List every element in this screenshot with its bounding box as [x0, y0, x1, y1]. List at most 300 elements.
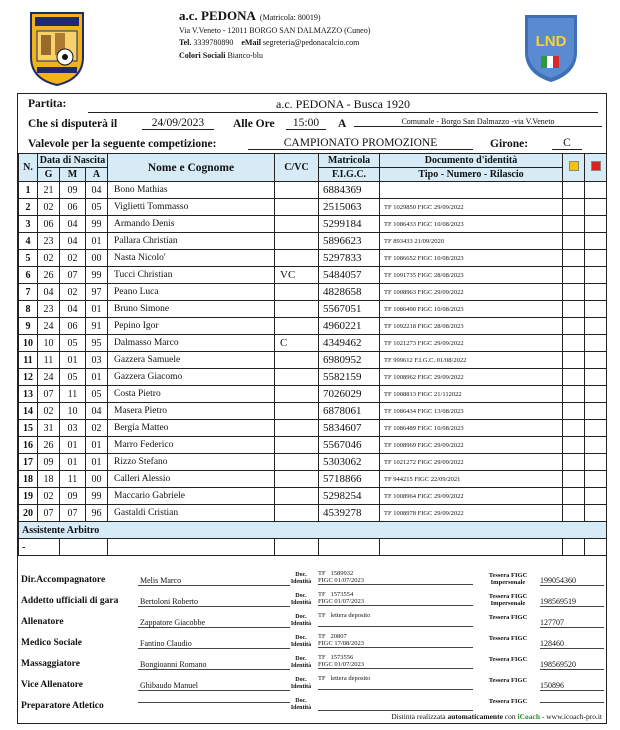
staff-role: Preparatore Atletico: [21, 701, 104, 711]
yellow-card-cell[interactable]: [563, 437, 585, 454]
player-name: Calleri Alessio: [108, 471, 275, 488]
staff-name: [138, 702, 290, 703]
club-logo: [27, 9, 87, 87]
staff-row: [18, 611, 606, 632]
id-document: TF 1008813 FIGC 21/112022: [380, 386, 563, 403]
table-row: [19, 182, 607, 199]
dob-year: 99: [86, 216, 108, 233]
dob-day: 31: [38, 420, 60, 437]
dob-year: 05: [86, 199, 108, 216]
col-name: Nome e Cognome: [108, 154, 275, 182]
matricola: 4960221: [319, 318, 380, 335]
staff-name: Ghibaudo Manuel: [138, 681, 290, 691]
table-row: [19, 505, 607, 522]
matricola: 5567051: [319, 301, 380, 318]
dob-month: 02: [60, 284, 86, 301]
table-row: [19, 488, 607, 505]
tessera-label: Tessera FIGC: [488, 698, 528, 705]
empty-cell[interactable]: [563, 539, 585, 556]
staff-tessera: 198569519: [540, 597, 604, 607]
tessera-label: Tessera FIGC Impersonale: [488, 572, 528, 586]
id-document: TF 893433 21/09/2020: [380, 233, 563, 250]
captain-mark: [275, 250, 319, 267]
player-number: 2: [19, 199, 38, 216]
empty-cell[interactable]: [319, 539, 380, 556]
dob-day: 23: [38, 233, 60, 250]
dob-day: 02: [38, 403, 60, 420]
dob-year: 01: [86, 437, 108, 454]
staff-tessera: 128460: [540, 639, 604, 649]
captain-mark: [275, 199, 319, 216]
table-row: [19, 199, 607, 216]
table-row: [19, 403, 607, 420]
red-card-cell[interactable]: [585, 318, 607, 335]
matricola: 6884369: [319, 182, 380, 199]
staff-tessera: 127707: [540, 618, 604, 628]
red-card-col: [585, 154, 607, 182]
staff-role: Allenatore: [21, 617, 64, 627]
dob-year: 91: [86, 318, 108, 335]
red-card-cell[interactable]: [585, 505, 607, 522]
club-matricola: (Matricola: 80019): [259, 13, 321, 22]
dob-month: 02: [60, 250, 86, 267]
colors-label: Colori Sociali: [179, 50, 226, 60]
id-document: TF 1086434 FIGC 13/08/2023: [380, 403, 563, 420]
id-document: TF 1008978 FIGC 29/09/2022: [380, 505, 563, 522]
yellow-card-cell[interactable]: [563, 420, 585, 437]
yellow-card-cell[interactable]: [563, 182, 585, 199]
lnd-logo: [522, 12, 580, 84]
red-card-cell[interactable]: [585, 437, 607, 454]
col-a: A: [86, 168, 108, 182]
doc-identita-label: Doc. Identità: [290, 656, 312, 669]
dob-day: 02: [38, 199, 60, 216]
dob-month: 09: [60, 182, 86, 199]
table-row: [19, 471, 607, 488]
red-card-cell[interactable]: [585, 403, 607, 420]
staff-row: [18, 674, 606, 695]
player-number: 6: [19, 267, 38, 284]
dob-month: 04: [60, 233, 86, 250]
dob-day: 18: [38, 471, 60, 488]
player-number: 13: [19, 386, 38, 403]
captain-mark: [275, 403, 319, 420]
red-card-cell[interactable]: [585, 386, 607, 403]
competizione-value: CAMPIONATO PROMOZIONE: [248, 137, 473, 150]
dob-day: 10: [38, 335, 60, 352]
club-email[interactable]: segreteria@pedonacalcio.com: [262, 38, 360, 47]
staff-doc: TF 1589932 FIGC 01/07/2023: [318, 570, 473, 585]
staff-name: Zappatore Giacobbe: [138, 618, 290, 628]
staff-row: [18, 590, 606, 611]
table-row: [19, 352, 607, 369]
partita-value: a.c. PEDONA - Busca 1920: [88, 97, 598, 113]
staff-tessera: [540, 702, 604, 703]
captain-mark: [275, 216, 319, 233]
dob-year: 02: [86, 420, 108, 437]
empty-cell[interactable]: [585, 539, 607, 556]
yellow-card-cell[interactable]: [563, 488, 585, 505]
player-name: Bruno Simone: [108, 301, 275, 318]
yellow-card-cell[interactable]: [563, 199, 585, 216]
player-name: Bono Mathias: [108, 182, 275, 199]
red-card-cell[interactable]: [585, 284, 607, 301]
player-name: Tucci Christian: [108, 267, 275, 284]
tessera-label: Tessera FIGC: [488, 656, 528, 663]
document-header: [0, 0, 620, 92]
player-number: 1: [19, 182, 38, 199]
matricola: 7026029: [319, 386, 380, 403]
player-name: Gazzera Samuele: [108, 352, 275, 369]
assistente-row: [19, 539, 607, 556]
table-row: [19, 233, 607, 250]
dob-year: 99: [86, 488, 108, 505]
player-name: Dalmasso Marco: [108, 335, 275, 352]
dob-year: 04: [86, 403, 108, 420]
luogo-value: Comunale - Borgo San Dalmazzo -via V.Veneto: [354, 117, 602, 127]
ore-label: Alle Ore: [233, 118, 275, 130]
red-card-icon: [591, 161, 601, 171]
dob-day: 07: [38, 386, 60, 403]
id-document: TF 1021273 FIGC 29/09/2022: [380, 335, 563, 352]
dob-day: 24: [38, 318, 60, 335]
dob-year: 01: [86, 233, 108, 250]
id-document: TF 1008963 FIGC 29/09/2022: [380, 284, 563, 301]
footer-credit: Distinta realizzata automaticamente con iCoach - www.icoach-pro.it: [391, 712, 602, 721]
player-name: Viglietti Tommasso: [108, 199, 275, 216]
matricola: 6878061: [319, 403, 380, 420]
doc-identita-label: Doc. Identità: [290, 698, 312, 711]
partita-label: Partita:: [28, 98, 67, 110]
red-card-cell[interactable]: [585, 267, 607, 284]
red-card-cell[interactable]: [585, 488, 607, 505]
yellow-card-cell[interactable]: [563, 471, 585, 488]
a-label: A: [338, 118, 347, 130]
yellow-card-cell[interactable]: [563, 505, 585, 522]
captain-mark: [275, 318, 319, 335]
red-card-cell[interactable]: [585, 335, 607, 352]
yellow-card-icon: [569, 161, 579, 171]
competizione-label: Valevole per la seguente competizione:: [28, 138, 217, 150]
id-document: TF 1029850 FIGC 29/09/2022: [380, 199, 563, 216]
captain-mark: [275, 386, 319, 403]
dob-day: 24: [38, 369, 60, 386]
player-number: 18: [19, 471, 38, 488]
yellow-card-cell[interactable]: [563, 301, 585, 318]
dob-month: 05: [60, 335, 86, 352]
id-document: TF 1086489 FIGC 10/08/2023: [380, 420, 563, 437]
empty-cell[interactable]: [380, 539, 563, 556]
player-name: Maccario Gabriele: [108, 488, 275, 505]
table-header-row: [19, 154, 607, 168]
table-row: [19, 420, 607, 437]
yellow-card-cell[interactable]: [563, 352, 585, 369]
staff-name: Bertoloni Roberto: [138, 597, 290, 607]
id-document: TF 1008962 FIGC 29/09/2022: [380, 369, 563, 386]
matricola: 5298254: [319, 488, 380, 505]
matricola: 5484057: [319, 267, 380, 284]
yellow-card-cell[interactable]: [563, 284, 585, 301]
girone-value: C: [552, 137, 582, 150]
table-row: [19, 284, 607, 301]
player-number: 11: [19, 352, 38, 369]
tessera-label: Tessera FIGC Impersonale: [488, 593, 528, 607]
yellow-card-cell[interactable]: [563, 454, 585, 471]
player-number: 20: [19, 505, 38, 522]
staff-doc: TF 1573554 FIGC 01/07/2023: [318, 591, 473, 606]
red-card-cell[interactable]: [585, 369, 607, 386]
col-figc: F.I.G.C.: [319, 168, 380, 182]
yellow-card-cell[interactable]: [563, 369, 585, 386]
col-doc-detail: Tipo - Numero - Rilascio: [380, 168, 563, 182]
matricola: 4539278: [319, 505, 380, 522]
table-row: [19, 369, 607, 386]
id-document: TF 1008969 FIGC 29/09/2022: [380, 437, 563, 454]
staff-name: Fantino Claudio: [138, 639, 290, 649]
player-name: Peano Luca: [108, 284, 275, 301]
id-document: TF 1008964 FIGC 29/09/2022: [380, 488, 563, 505]
dob-month: 04: [60, 301, 86, 318]
matricola: 5303062: [319, 454, 380, 471]
table-row: [19, 250, 607, 267]
club-address: Via V.Veneto - 12011 BORGO SAN DALMAZZO (Cuneo): [179, 25, 371, 35]
staff-doc: TF 1573556 FIGC 01/07/2023: [318, 654, 473, 669]
captain-mark: [275, 352, 319, 369]
red-card-cell[interactable]: [585, 250, 607, 267]
staff-row: [18, 653, 606, 674]
staff-tessera: 199054360: [540, 576, 604, 586]
ore-value: 15:00: [286, 117, 326, 130]
player-number: 3: [19, 216, 38, 233]
dob-day: 04: [38, 284, 60, 301]
matricola: 4828658: [319, 284, 380, 301]
dob-month: 06: [60, 318, 86, 335]
captain-mark: [275, 454, 319, 471]
id-document: TF 944215 FIGC 22/09/2021: [380, 471, 563, 488]
dob-day: 21: [38, 182, 60, 199]
player-name: Nasta Nicolo': [108, 250, 275, 267]
dob-year: 01: [86, 369, 108, 386]
red-card-cell[interactable]: [585, 471, 607, 488]
matricola: 6980952: [319, 352, 380, 369]
captain-mark: [275, 369, 319, 386]
dob-year: 00: [86, 471, 108, 488]
table-row: [19, 454, 607, 471]
id-document: TF 999612 F.I.G.C. 01/08/2022: [380, 352, 563, 369]
yellow-card-cell[interactable]: [563, 386, 585, 403]
staff-role: Massaggiatore: [21, 659, 80, 669]
player-number: 12: [19, 369, 38, 386]
col-g: G: [38, 168, 60, 182]
yellow-card-cell[interactable]: [563, 267, 585, 284]
col-n: N.: [19, 154, 38, 182]
captain-mark: C: [275, 335, 319, 352]
staff-role: Addetto ufficiali di gara: [21, 596, 119, 606]
dob-year: 04: [86, 182, 108, 199]
table-row: [19, 267, 607, 284]
table-row: [19, 318, 607, 335]
empty-cell[interactable]: [108, 539, 275, 556]
doc-identita-label: Doc. Identità: [290, 635, 312, 648]
col-doc: Documento d'identità: [380, 154, 563, 168]
staff-doc: TF 20807 FIGC 17/08/2023: [318, 633, 473, 648]
dob-month: 05: [60, 369, 86, 386]
dob-year: 03: [86, 352, 108, 369]
player-number: 14: [19, 403, 38, 420]
yellow-card-cell[interactable]: [563, 403, 585, 420]
col-matricola: Matricola: [319, 154, 380, 168]
dob-day: 11: [38, 352, 60, 369]
matricola: 4349462: [319, 335, 380, 352]
dob-year: 05: [86, 386, 108, 403]
dob-day: 26: [38, 267, 60, 284]
player-name: Pepino Igor: [108, 318, 275, 335]
dob-day: 26: [38, 437, 60, 454]
red-card-cell[interactable]: [585, 233, 607, 250]
captain-mark: [275, 420, 319, 437]
assistente-header-row: [19, 522, 607, 539]
data-value: 24/09/2023: [142, 117, 214, 130]
email-label: eMail: [241, 38, 261, 47]
dob-month: 07: [60, 505, 86, 522]
captain-mark: [275, 437, 319, 454]
dob-month: 10: [60, 403, 86, 420]
dob-day: 09: [38, 454, 60, 471]
player-name: Armando Denis: [108, 216, 275, 233]
staff-role: Medico Sociale: [21, 638, 82, 648]
matricola: 5582159: [319, 369, 380, 386]
staff-name: Melis Marco: [138, 576, 290, 586]
red-card-cell[interactable]: [585, 352, 607, 369]
staff-doc: [318, 696, 473, 711]
id-document: TF 1086490 FIGC 10/08/2023: [380, 301, 563, 318]
player-number: 16: [19, 437, 38, 454]
red-card-cell[interactable]: [585, 199, 607, 216]
table-row: [19, 386, 607, 403]
club-tel: 3339780890: [193, 38, 234, 47]
captain-mark: VC: [275, 267, 319, 284]
player-name: Masera Pietro: [108, 403, 275, 420]
player-number: 15: [19, 420, 38, 437]
player-number: 19: [19, 488, 38, 505]
player-number: 10: [19, 335, 38, 352]
data-label: Che si disputerà il: [28, 118, 118, 130]
dob-day: 02: [38, 488, 60, 505]
captain-mark: [275, 182, 319, 199]
dob-month: 11: [60, 386, 86, 403]
staff-role: Vice Allenatore: [21, 680, 83, 690]
red-card-cell[interactable]: [585, 454, 607, 471]
player-number: 8: [19, 301, 38, 318]
staff-tessera: 150896: [540, 681, 604, 691]
dob-month: 03: [60, 420, 86, 437]
club-info: [179, 10, 370, 62]
dob-month: 09: [60, 488, 86, 505]
player-name: Rizzo Stefano: [108, 454, 275, 471]
red-card-cell[interactable]: [585, 216, 607, 233]
staff-name: Bongioanni Romano: [138, 660, 290, 670]
col-m: M: [60, 168, 86, 182]
yellow-card-cell[interactable]: [563, 216, 585, 233]
dob-month: 01: [60, 454, 86, 471]
staff-role: Dir.Accompagnatore: [21, 575, 106, 585]
id-document: TF 1091735 FIGC 28/08/2023: [380, 267, 563, 284]
id-document: TF 1086652 FIGC 10/08/2023: [380, 250, 563, 267]
matricola: 5297833: [319, 250, 380, 267]
club-colors: Bianco-blu: [227, 50, 263, 60]
yellow-card-cell[interactable]: [563, 250, 585, 267]
dob-month: 01: [60, 352, 86, 369]
club-name: a.c. PEDONA: [179, 8, 256, 23]
staff-row: [18, 632, 606, 653]
captain-mark: [275, 284, 319, 301]
tessera-label: Tessera FIGC: [488, 635, 528, 642]
empty-cell[interactable]: [60, 539, 108, 556]
table-row: [19, 335, 607, 352]
doc-identita-label: Doc. Identità: [290, 572, 312, 585]
player-name: Marro Federico: [108, 437, 275, 454]
dob-month: 06: [60, 199, 86, 216]
dob-year: 99: [86, 267, 108, 284]
doc-identita-label: Doc. Identità: [290, 677, 312, 690]
player-number: 5: [19, 250, 38, 267]
staff-row: [18, 569, 606, 590]
player-name: Costa Pietro: [108, 386, 275, 403]
col-dob: Data di Nascita: [38, 154, 108, 168]
lnd-logo-text: LND: [535, 33, 567, 50]
players-table: [18, 153, 607, 556]
matricola: 2515063: [319, 199, 380, 216]
player-number: 9: [19, 318, 38, 335]
table-row: [19, 301, 607, 318]
dob-month: 01: [60, 437, 86, 454]
assistente-mark: -: [19, 539, 60, 556]
dob-year: 01: [86, 454, 108, 471]
dob-month: 11: [60, 471, 86, 488]
col-cvc: C/VC: [275, 154, 319, 182]
id-document: [380, 182, 563, 199]
dob-year: 95: [86, 335, 108, 352]
captain-mark: [275, 505, 319, 522]
table-row: [19, 216, 607, 233]
red-card-cell[interactable]: [585, 301, 607, 318]
player-number: 17: [19, 454, 38, 471]
captain-mark: [275, 233, 319, 250]
yellow-card-cell[interactable]: [563, 318, 585, 335]
yellow-card-cell[interactable]: [563, 233, 585, 250]
staff-tessera: 198569520: [540, 660, 604, 670]
yellow-card-cell[interactable]: [563, 335, 585, 352]
red-card-cell[interactable]: [585, 420, 607, 437]
roster-sheet: [17, 93, 607, 724]
player-name: Gastaldi Cristian: [108, 505, 275, 522]
id-document: TF 1021272 FIGC 29/09/2022: [380, 454, 563, 471]
dob-year: 97: [86, 284, 108, 301]
red-card-cell[interactable]: [585, 182, 607, 199]
staff-doc: TF lettera deposito: [318, 675, 473, 690]
matricola: 5567046: [319, 437, 380, 454]
dob-year: 01: [86, 301, 108, 318]
player-name: Pallara Christian: [108, 233, 275, 250]
empty-cell[interactable]: [275, 539, 319, 556]
player-number: 7: [19, 284, 38, 301]
player-number: 4: [19, 233, 38, 250]
matricola: 5834607: [319, 420, 380, 437]
captain-mark: [275, 471, 319, 488]
id-document: TF 1086433 FIGC 10/08/2023: [380, 216, 563, 233]
player-name: Bergia Matteo: [108, 420, 275, 437]
dob-month: 04: [60, 216, 86, 233]
